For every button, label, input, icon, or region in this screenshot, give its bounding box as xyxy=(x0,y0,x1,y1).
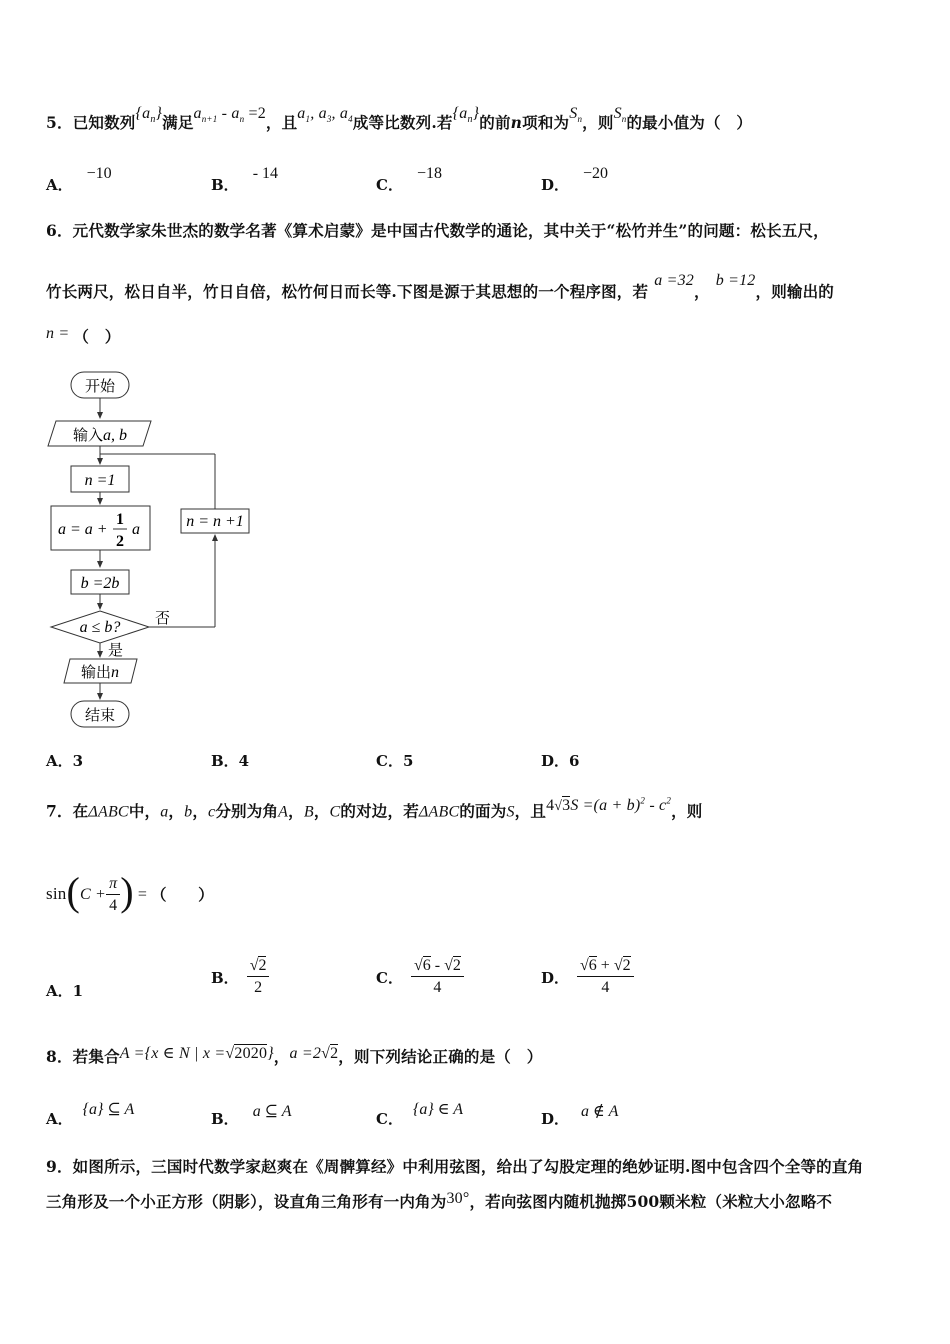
flow-start-label: 开始 xyxy=(84,377,116,395)
q5-stem: 5．已知数列$\{a_n\}$满足$a_{n+1} - a_n =2$，且$a_1$, $a_3$, $a_4$成等比数列.若$\{a_n\}$的前n项和为$S_n$，则$S_n$的最小值为（ ） xyxy=(46,105,753,132)
q7-area-equation: $4√3S =(a + b)^2 - c^2$ xyxy=(546,796,672,815)
q8-set-definition: A ={x ∈ N | x =√2020} xyxy=(119,1045,274,1062)
q6-option-c[interactable]: C．5 xyxy=(376,752,414,770)
flow-init-label: n =1 xyxy=(84,472,116,489)
q6-option-b[interactable]: B．4 xyxy=(211,752,250,770)
q5-recurrence: $a_{n+1} - a_n =2$ xyxy=(193,105,266,125)
q5-option-d[interactable]: D．−20 xyxy=(541,165,609,194)
flow-increment-label: n = n +1 xyxy=(186,513,244,530)
q5-seq-2: $\{a_n\}$ xyxy=(452,105,480,126)
flow-update-a-lhs: a = a + xyxy=(58,521,108,538)
flow-input-label: 输入a, b xyxy=(72,426,128,444)
q8-stem: 8．若集合A ={x ∈ N | x =√2020}，a =2√2，则下列结论正确的是（ ） xyxy=(46,1045,543,1066)
q8-a-value: a =2√2 xyxy=(289,1045,339,1062)
flow-update-a-num: 1 xyxy=(116,511,124,528)
q7-option-c[interactable]: C． $\frac{√6 - √2}{4}$ xyxy=(376,956,464,999)
q6-flowchart xyxy=(40,365,280,735)
q5-seq: $\{a_n\}$ xyxy=(135,105,163,126)
q7-stem-line1: 7．在ΔABC中，a，b，c分别为角A，B，C的对边，若ΔABC的面为S，且$4√3S =(a + b)^2 - c^2$，则 xyxy=(46,796,703,821)
flow-update-a-rhs: a xyxy=(132,521,140,538)
q7-option-a[interactable]: A．1 xyxy=(46,982,84,1000)
q6-option-d[interactable]: D．6 xyxy=(541,752,580,770)
q6-stem-line1: 6．元代数学家朱世杰的数学名著《算术启蒙》是中国古代数学的通论，其中关于“松竹并生”的问题：松长五尺， xyxy=(46,221,829,240)
flow-update-b-label: b =2b xyxy=(80,575,120,592)
q8-option-c[interactable]: C．{a} ∈ A xyxy=(376,1101,464,1128)
q8-option-d[interactable]: D． a ∉ A xyxy=(541,1103,619,1128)
q8-option-a[interactable]: A．{a} ⊆ A xyxy=(46,1101,135,1128)
q5-option-b[interactable]: B．- 14 xyxy=(211,165,279,194)
q6-option-a[interactable]: A．3 xyxy=(46,752,84,770)
q5-option-a[interactable]: A．−10 xyxy=(46,165,112,194)
q5-sum-2: $S_n$ xyxy=(613,105,627,125)
flow-update-a-den: 2 xyxy=(116,533,124,550)
flow-end-label: 结束 xyxy=(84,706,116,724)
q7-pi-over-4: $\frac{\pi}{4}$ xyxy=(106,874,120,917)
q6-stem-line2: 竹长两尺，松日自半，竹日自倍，松竹何日而长等.下图是源于其思想的一个程序图，若a =32，b =12，则输出的 xyxy=(46,272,835,301)
flow-no-label: 否 xyxy=(155,609,171,627)
q7-option-d[interactable]: D． $\frac{√6 + √2}{4}$ xyxy=(541,956,634,999)
q7-option-b[interactable]: B． $\frac{√2}{2}$ xyxy=(211,956,269,999)
flow-condition-label: a ≤ b? xyxy=(79,619,121,636)
q5-option-c[interactable]: C．−18 xyxy=(376,165,442,194)
q7-stem-line2: sin(C + $\frac{\pi}{4}$ ) = （ ） xyxy=(46,870,214,919)
q5-sum-1: $S_n$ xyxy=(569,105,583,125)
q8-option-b[interactable]: B． a ⊆ A xyxy=(211,1103,292,1128)
q9-stem-line1: 9．如图所示，三国时代数学家赵爽在《周髀算经》中利用弦图，给出了勾股定理的绝妙证明.图中包含四个全等的直角 xyxy=(46,1157,864,1176)
q6-stem-line3: n = （ ） xyxy=(46,325,121,346)
flow-output-label: 输出n xyxy=(80,663,120,681)
q5-geometric-terms: $a_1$, $a_3$, $a_4$ xyxy=(297,105,353,125)
q9-stem-line2: 三角形及一个小正方形（阴影），设直角三角形有一内角为30°，若向弦图内随机抛掷500颗米粒（米粒大小忽略不 xyxy=(46,1190,833,1211)
flow-yes-label: 是 xyxy=(108,641,124,659)
